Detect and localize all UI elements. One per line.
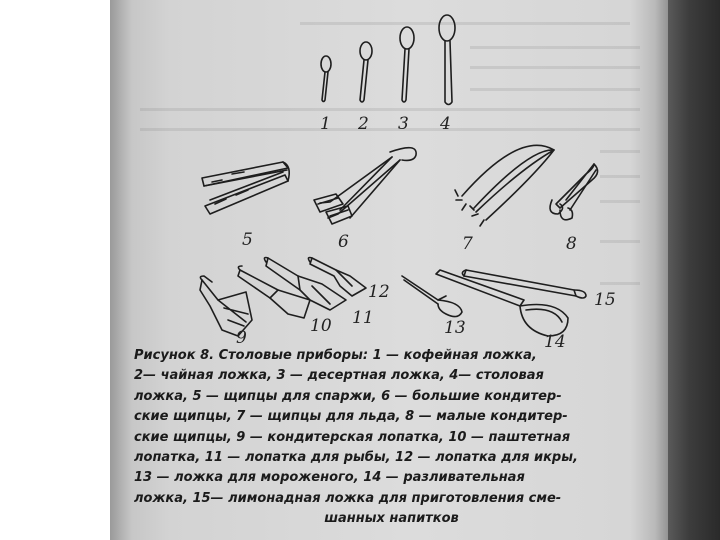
large-confectionery-tongs-icon <box>314 148 416 224</box>
figure-number: 14 <box>544 332 566 352</box>
caption-line: ложка, 5 — щипцы для спаржи, 6 — большие кондитер- <box>134 388 562 404</box>
figure-number: 12 <box>368 282 390 302</box>
caption-line: 13 — ложка для мороженого, 14 — разливательная <box>134 470 525 486</box>
dessert-spoon-icon <box>400 27 414 102</box>
figure-caption <box>134 346 649 530</box>
ice-tongs-icon <box>455 145 554 226</box>
figure-number: 8 <box>566 234 577 254</box>
figure-number: 5 <box>242 230 253 250</box>
figure-number: 11 <box>352 308 374 328</box>
figure-number: 2 <box>358 114 369 134</box>
caption-line: ские щипцы, 9 — кондитерская лопатка, 10 — паштетная <box>134 429 571 445</box>
coffee-spoon-icon <box>321 56 331 102</box>
caption-line: лопатка, 11 — лопатка для рыбы, 12 — лопатка для икры, <box>134 450 578 466</box>
figure-number: 4 <box>440 114 451 134</box>
ice-cream-spoon-icon <box>402 276 462 317</box>
asparagus-tongs-icon <box>202 162 289 214</box>
tea-spoon-icon <box>360 42 372 102</box>
caption-line: шанных напитков <box>324 511 459 527</box>
caption-line: ские щипцы, 7 — щипцы для льда, 8 — малые кондитер- <box>134 409 568 425</box>
small-confectionery-tongs-icon <box>550 164 598 220</box>
confectionery-spatula-icon <box>200 276 252 336</box>
figure-number: 10 <box>310 316 332 336</box>
figure-number: 15 <box>594 290 616 310</box>
caption-line: ложка, 15— лимонадная ложка для приготовления сме- <box>134 490 562 506</box>
caption-line: 2— чайная ложка, 3 — десертная ложка, 4— столовая <box>134 368 544 384</box>
figure-number: 1 <box>320 114 331 134</box>
figure-number: 7 <box>462 234 473 254</box>
fish-spatula-icon <box>264 258 346 311</box>
figure-number: 3 <box>398 114 409 134</box>
table-spoon-icon <box>439 15 455 105</box>
pate-spatula-icon <box>238 266 310 318</box>
figure-number: 6 <box>338 232 349 252</box>
figure-number: 13 <box>444 318 466 338</box>
figure-number: 9 <box>236 328 247 348</box>
caption-line: Рисунок 8. Столовые приборы: 1 — кофейная ложка, <box>134 348 537 363</box>
